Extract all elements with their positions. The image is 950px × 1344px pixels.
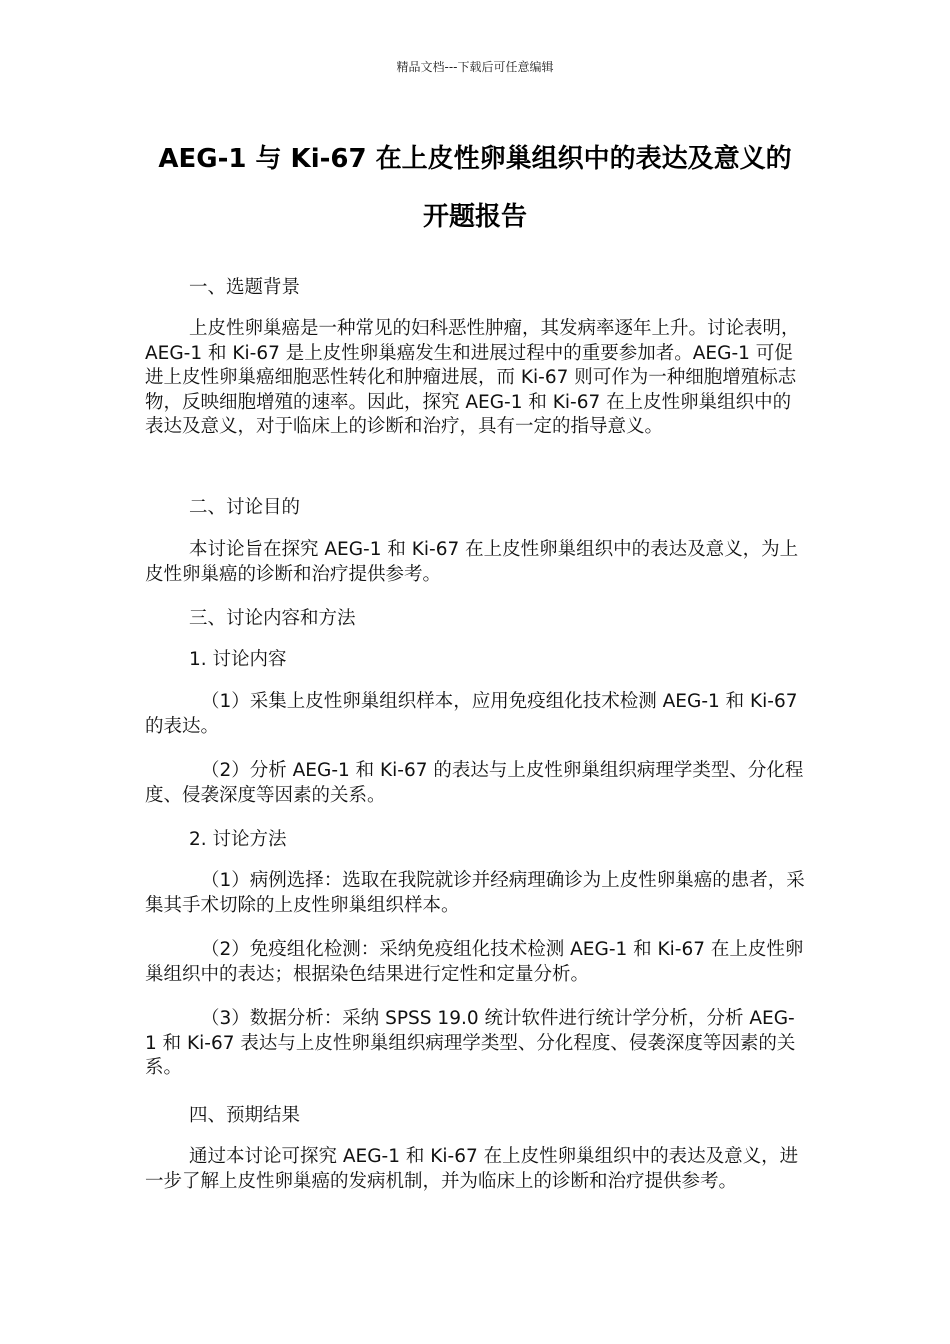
title-line-1: AEG-1 与 Ki-67 在上皮性卵巢组织中的表达及意义的 (158, 144, 792, 174)
section3-subheading-method: 2. 讨论方法 (189, 829, 287, 850)
section4-paragraph: 通过本讨论可探究 AEG-1 和 Ki-67 在上皮性卵巢组织中的表达及意义，进一步了解上皮性卵巢癌的发病机制，并为临床上的诊断和治疗提供参考。 (145, 1146, 799, 1192)
method-item-2: （2）免疫组化检测：采纳免疫组化技术检测 AEG-1 和 Ki-67 在上皮性卵巢组织中的表达；根据染色结果进行定性和定量分析。 (145, 939, 804, 985)
section3-subheading-content: 1. 讨论内容 (189, 649, 287, 670)
section2-paragraph: 本讨论旨在探究 AEG-1 和 Ki-67 在上皮性卵巢组织中的表达及意义，为上皮性卵巢癌的诊断和治疗提供参考。 (145, 539, 799, 585)
section2-heading: 二、讨论目的 (189, 497, 301, 518)
content-item-2: （2）分析 AEG-1 和 Ki-67 的表达与上皮性卵巢组织病理学类型、分化程度、侵袭深度等因素的关系。 (145, 760, 804, 806)
method-item-3: （3）数据分析：采纳 SPSS 19.0 统计软件进行统计学分析，分析 AEG-1 和 Ki-67 表达与上皮性卵巢组织病理学类型、分化程度、侵袭深度等因素的关系。 (145, 1008, 796, 1078)
method-item-1: （1）病例选择：选取在我院就诊并经病理确诊为上皮性卵巢癌的患者，采集其手术切除的上皮性卵巢组织样本。 (145, 870, 805, 916)
section1-paragraph: 上皮性卵巢癌是一种常见的妇科恶性肿瘤，其发病率逐年上升。讨论表明，AEG-1 和 Ki-67 是上皮性卵巢癌发生和进展过程中的重要参加者。AEG-1 可促进上皮性卵巢癌细胞恶性转化和肿瘤进展，而 Ki-67 则可作为一种细胞增殖标志物，反映细胞增殖的速率。因此，探究 AEG-1 和 Ki-67 在上皮性卵巢组织中的表达及意义，对于临床上的诊断和治疗，具有一定的指导意义。 (145, 318, 800, 437)
title-line-2: 开题报告 (422, 202, 527, 232)
document-title (120, 130, 830, 246)
content-item-1: （1）采集上皮性卵巢组织样本，应用免疫组化技术检测 AEG-1 和 Ki-67 的表达。 (145, 691, 798, 737)
header-note: 精品文档---下载后可任意编辑 (396, 60, 554, 74)
section3-heading: 三、讨论内容和方法 (189, 608, 356, 629)
section1-heading: 一、选题背景 (189, 277, 301, 298)
section4-heading: 四、预期结果 (189, 1105, 301, 1126)
